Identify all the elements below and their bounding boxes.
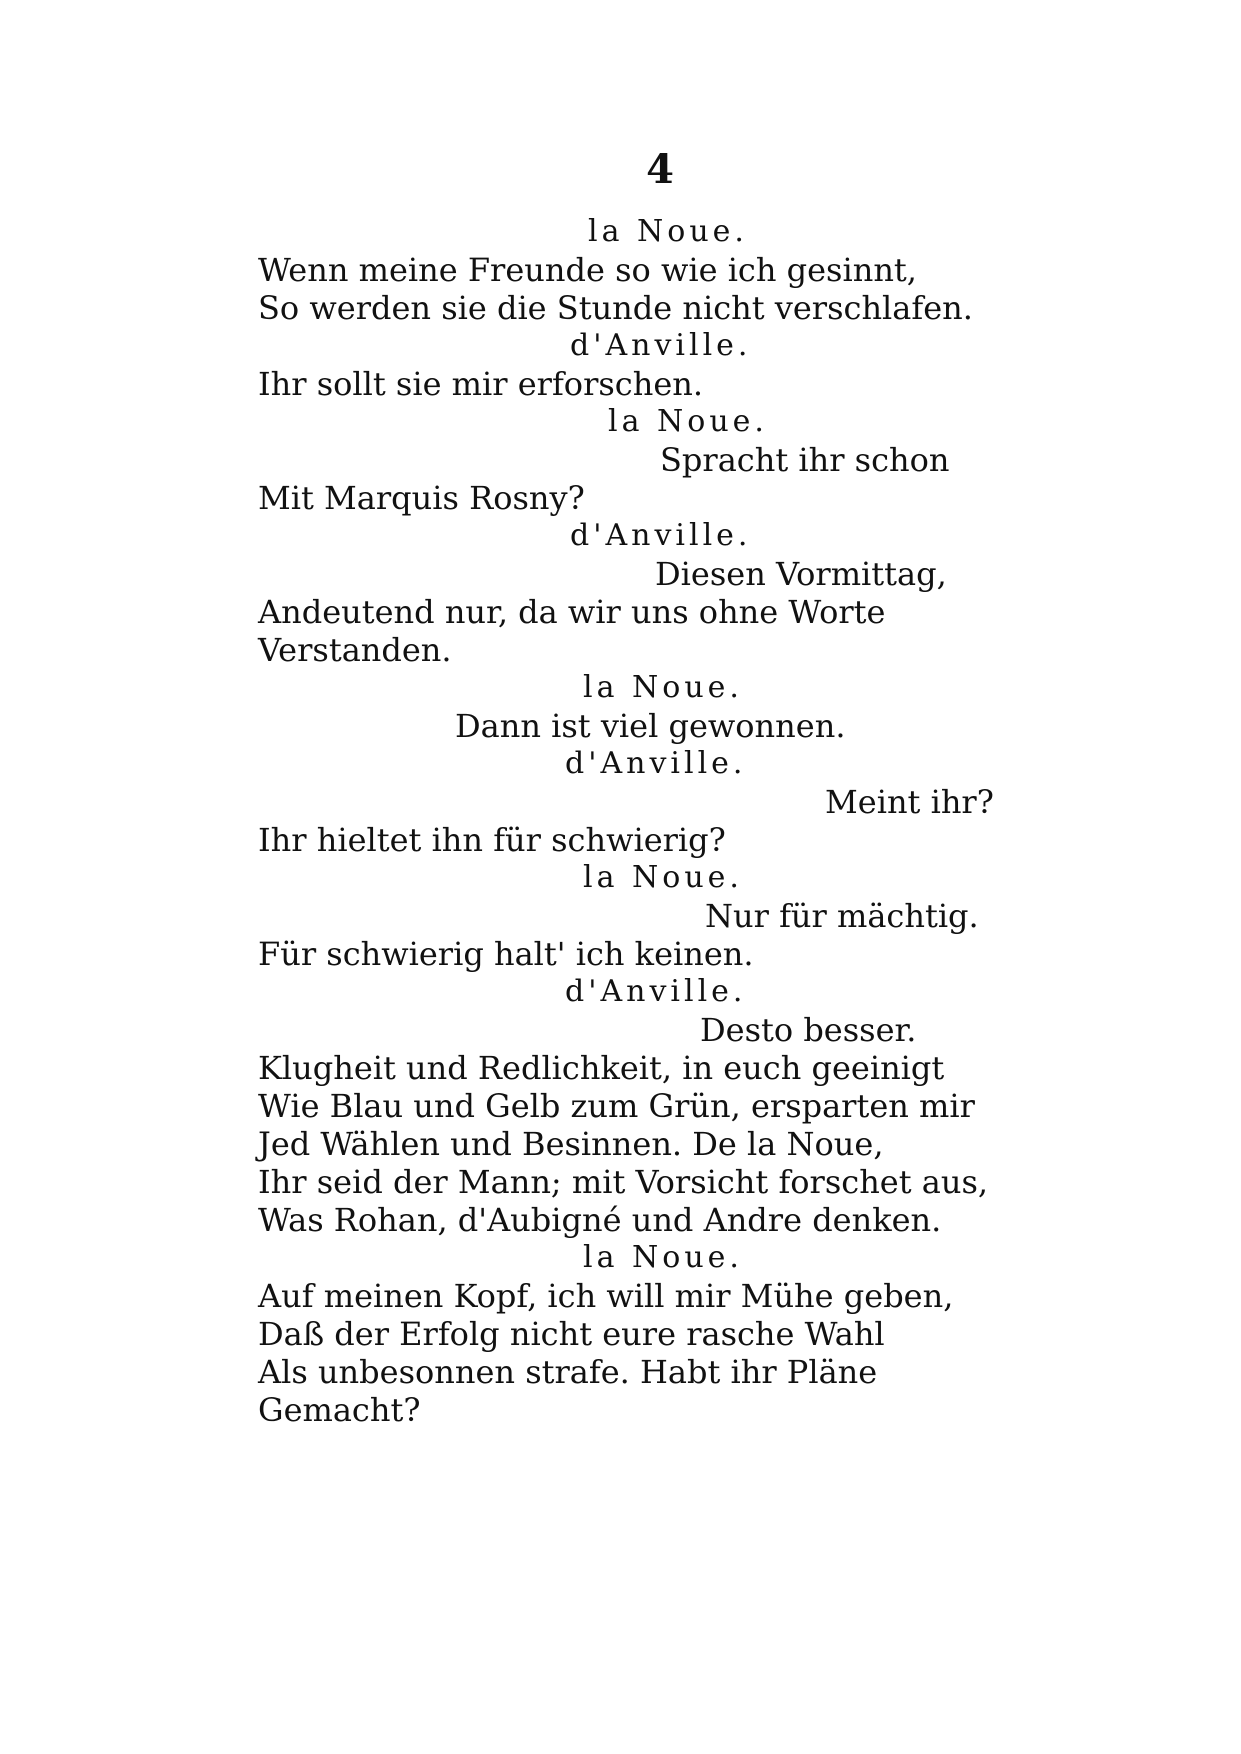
speaker-name: d'Anville. <box>565 974 747 1009</box>
verse-line: Jed Wählen und Besinnen. De la Noue, <box>258 1125 884 1163</box>
verse-line: Mit Marquis Rosny? <box>258 479 585 517</box>
verse-line: Meint ihr? <box>825 783 994 821</box>
speaker-name: la Noue. <box>583 860 743 895</box>
verse-line: Wie Blau und Gelb zum Grün, ersparten mir <box>258 1087 975 1125</box>
page-number: 4 <box>646 146 674 193</box>
speaker-name: d'Anville. <box>565 746 747 781</box>
verse-line: Auf meinen Kopf, ich will mir Mühe geben, <box>258 1277 954 1315</box>
verse-line: Ihr hieltet ihn für schwierig? <box>258 821 726 859</box>
verse-line: Nur für mächtig. <box>705 897 979 935</box>
verse-line: Diesen Vormittag, <box>655 555 947 593</box>
verse-line: So werden sie die Stunde nicht verschlafen. <box>258 289 973 327</box>
speaker-name: la Noue. <box>583 1240 743 1275</box>
verse-line: Spracht ihr schon <box>660 441 950 479</box>
verse-line: Gemacht? <box>258 1391 421 1429</box>
verse-line: Klugheit und Redlichkeit, in euch geeinigt <box>258 1049 945 1087</box>
verse-line: Ihr seid der Mann; mit Vorsicht forschet aus, <box>258 1163 989 1201</box>
speaker-name: d'Anville. <box>570 518 752 553</box>
verse-line: Daß der Erfolg nicht eure rasche Wahl <box>258 1315 885 1353</box>
verse-line: Verstanden. <box>258 631 452 669</box>
verse-line: Für schwierig halt' ich keinen. <box>258 935 754 973</box>
verse-line: Ihr sollt sie mir erforschen. <box>258 365 704 403</box>
speaker-name: la Noue. <box>588 214 748 249</box>
verse-line: Was Rohan, d'Aubigné und Andre denken. <box>258 1201 942 1239</box>
speaker-name: la Noue. <box>583 670 743 705</box>
verse-line: Als unbesonnen strafe. Habt ihr Pläne <box>258 1353 878 1391</box>
verse-line: Dann ist viel gewonnen. <box>455 707 846 745</box>
verse-line: Andeutend nur, da wir uns ohne Worte <box>258 593 886 631</box>
verse-line: Desto besser. <box>700 1011 917 1049</box>
speaker-name: la Noue. <box>608 404 768 439</box>
verse-line: Wenn meine Freunde so wie ich gesinnt, <box>258 251 917 289</box>
speaker-name: d'Anville. <box>570 328 752 363</box>
